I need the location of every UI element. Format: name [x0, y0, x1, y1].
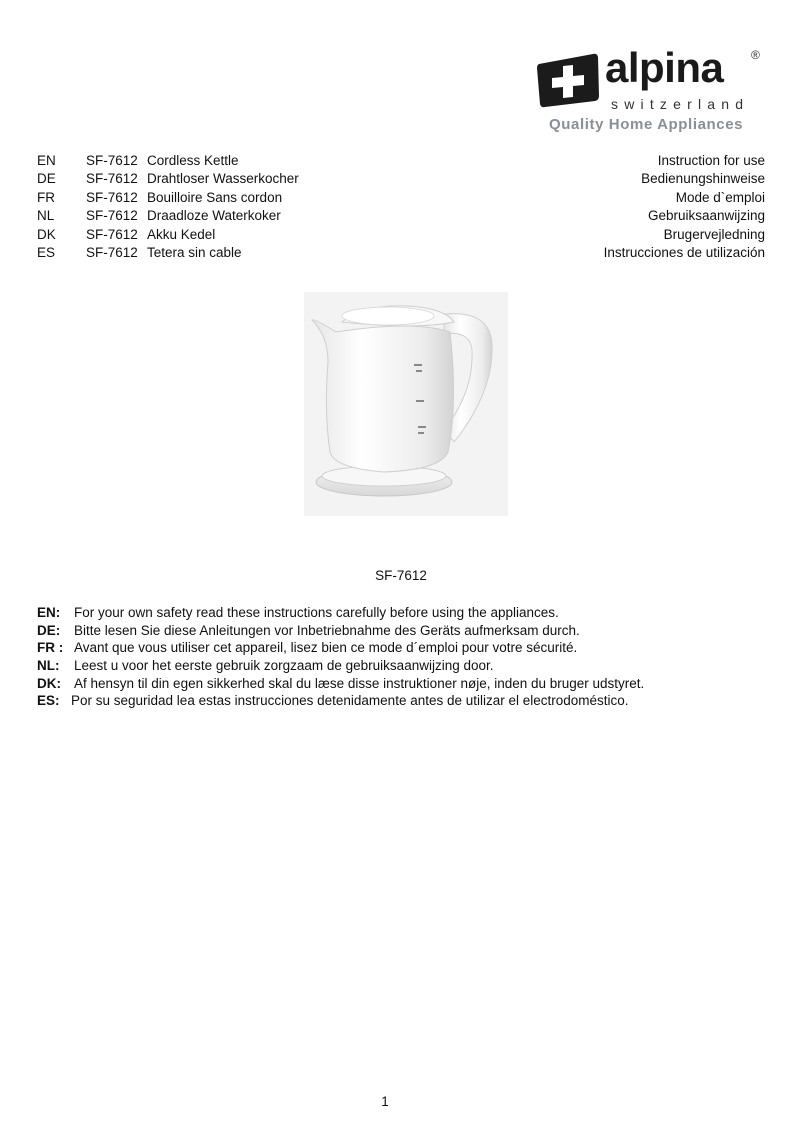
language-code: ES — [37, 244, 56, 260]
safety-note — [37, 622, 777, 640]
note-language-label: DE: — [37, 622, 61, 638]
note-language-label: ES: — [37, 693, 60, 709]
note-language-label: DK: — [37, 675, 61, 691]
brand-name: alpina — [605, 44, 724, 91]
product-title: Akku Kedel — [147, 226, 216, 242]
safety-note — [37, 604, 777, 622]
language-row — [37, 152, 765, 170]
model-number: SF-7612 — [86, 226, 138, 242]
product-title: Drahtloser Wasserkocher — [147, 171, 299, 187]
language-table — [37, 152, 765, 262]
note-text: Af hensyn til din egen sikkerhed skal du læse disse instruktioner nøje, inden du bruger udstyret. — [74, 675, 645, 691]
brand-logo — [533, 44, 773, 136]
document-type: Mode d`emploi — [675, 189, 765, 205]
language-row — [37, 189, 765, 207]
product-caption: SF-7612 — [375, 568, 427, 583]
note-language-label: EN: — [37, 605, 61, 620]
language-row — [37, 226, 765, 244]
language-code: DE — [37, 171, 56, 187]
product-title: Cordless Kettle — [147, 153, 239, 168]
language-row — [37, 244, 765, 262]
safety-notes — [37, 604, 777, 710]
safety-note — [37, 692, 777, 710]
document-type: Instruction for use — [657, 153, 765, 168]
note-language-label: FR : — [37, 640, 64, 656]
document-type: Bedienungshinweise — [641, 171, 765, 187]
model-number: SF-7612 — [86, 171, 138, 187]
note-text: Por su seguridad lea estas instrucciones detenidamente antes de utilizar el electrodoméstico. — [71, 693, 629, 709]
language-code: DK — [37, 226, 56, 242]
model-number: SF-7612 — [86, 153, 138, 168]
language-row — [37, 207, 765, 225]
kettle-product-image — [304, 292, 508, 516]
registered-mark: ® — [751, 48, 760, 62]
document-type: Instrucciones de utilización — [603, 244, 765, 260]
note-text: Bitte lesen Sie diese Anleitungen vor Inbetriebnahme des Geräts aufmerksam durch. — [74, 622, 580, 638]
brand-subtitle: switzerland — [611, 96, 750, 112]
model-number: SF-7612 — [86, 208, 138, 224]
model-number: SF-7612 — [86, 244, 138, 260]
product-title: Tetera sin cable — [147, 244, 242, 260]
language-code: NL — [37, 208, 55, 224]
brand-tagline: Quality Home Appliances — [549, 116, 744, 133]
language-row — [37, 170, 765, 188]
note-language-label: NL: — [37, 658, 60, 674]
document-type: Gebruiksaanwijzing — [647, 208, 765, 224]
language-code: FR — [37, 189, 55, 205]
product-title: Bouilloire Sans cordon — [147, 189, 283, 205]
document-type: Brugervejledning — [663, 226, 765, 242]
note-text: Avant que vous utiliser cet appareil, lisez bien ce mode d´emploi pour votre sécurité. — [74, 640, 578, 656]
language-code: EN — [37, 153, 56, 168]
model-number: SF-7612 — [86, 189, 138, 205]
page-number: 1 — [381, 1094, 389, 1109]
note-text: For your own safety read these instructions carefully before using the appliances. — [74, 605, 559, 620]
product-title: Draadloze Waterkoker — [147, 208, 281, 224]
safety-note — [37, 675, 777, 693]
note-text: Leest u voor het eerste gebruik zorgzaam de gebruiksaanwijzing door. — [74, 658, 494, 674]
safety-note — [37, 639, 777, 657]
safety-note — [37, 657, 777, 675]
swiss-cross-flag-icon — [535, 52, 601, 108]
